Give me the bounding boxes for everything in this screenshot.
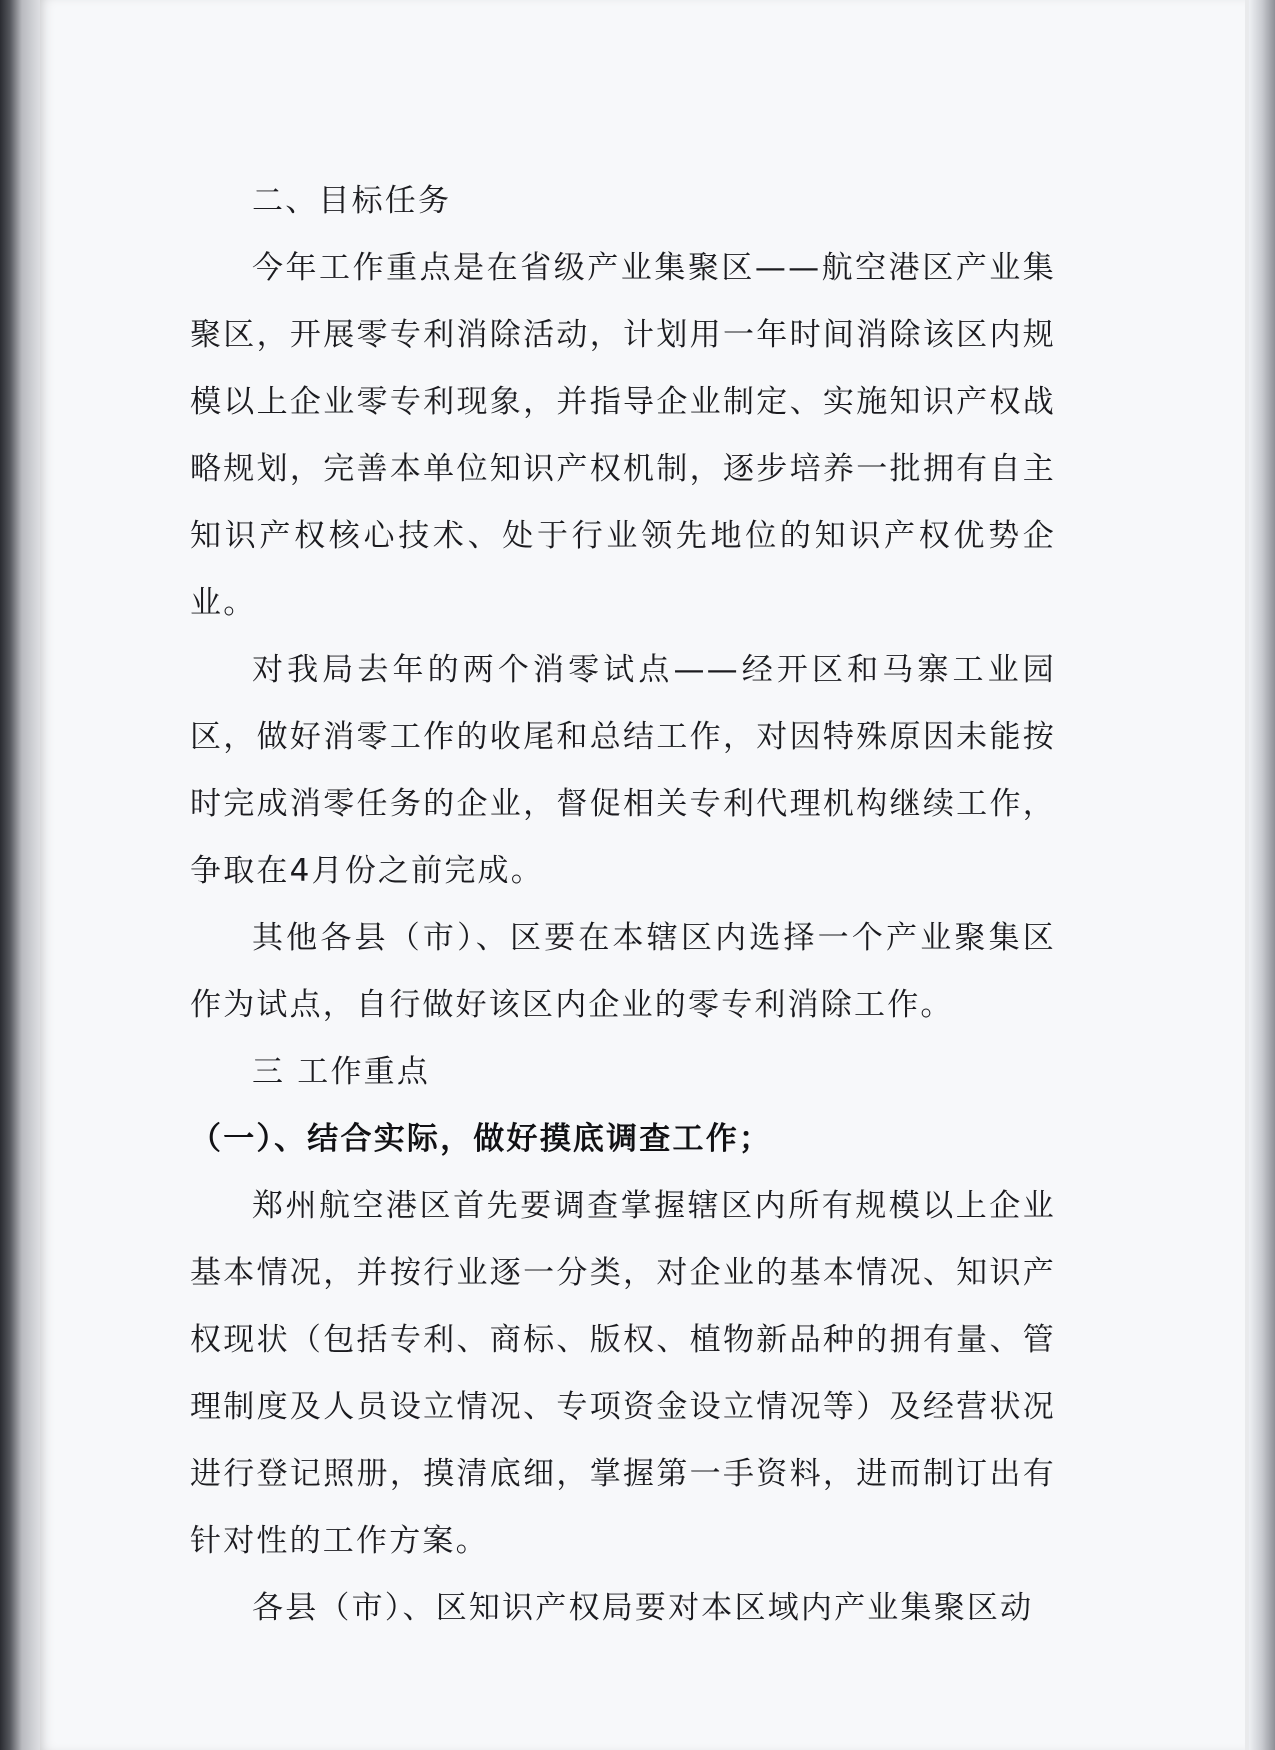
document-body <box>190 168 1056 1642</box>
paragraph-pilot-followup: 对我局去年的两个消零试点——经开区和马寨工业园区，做好消零工作的收尾和总结工作，对因特殊原因未能按时完成消零任务的企业，督促相关专利代理机构继续工作，争取在4月份之前完成。 <box>190 652 1056 889</box>
section-3-heading: 三 工作重点 <box>252 1054 431 1090</box>
paragraph-county-ip-bureau: 各县（市）、区知识产权局要对本区域内产业集聚区动 <box>252 1590 1034 1626</box>
scan-right-edge <box>1249 0 1275 1750</box>
scan-left-edge <box>0 0 22 1750</box>
paragraph-county-pilot: 其他各县（市）、区要在本辖区内选择一个产业聚集区作为试点，自行做好该区内企业的零专利消除工作。 <box>190 920 1056 1023</box>
page-fold-shadow <box>22 0 40 1750</box>
subsection-1-heading: （一）、结合实际，做好摸底调查工作； <box>190 1121 773 1157</box>
section-2-heading: 二、目标任务 <box>252 183 452 219</box>
paragraph-work-focus: 今年工作重点是在省级产业集聚区——航空港区产业集聚区，开展零专利消除活动，计划用一年时间消除该区内规模以上企业零专利现象，并指导企业制定、实施知识产权战略规划，完善本单位知识产权机制，逐步培养一批拥有自主知识产权核心技术、处于行业领先地位的知识产权优势企业。 <box>190 250 1056 621</box>
paragraph-survey: 郑州航空港区首先要调查掌握辖区内所有规模以上企业基本情况，并按行业逐一分类，对企业的基本情况、知识产权现状（包括专利、商标、版权、植物新品种的拥有量、管理制度及人员设立情况、专项资金设立情况等）及经营状况进行登记照册，摸清底细，掌握第一手资料，进而制订出有针对性的工作方案。 <box>190 1188 1056 1559</box>
